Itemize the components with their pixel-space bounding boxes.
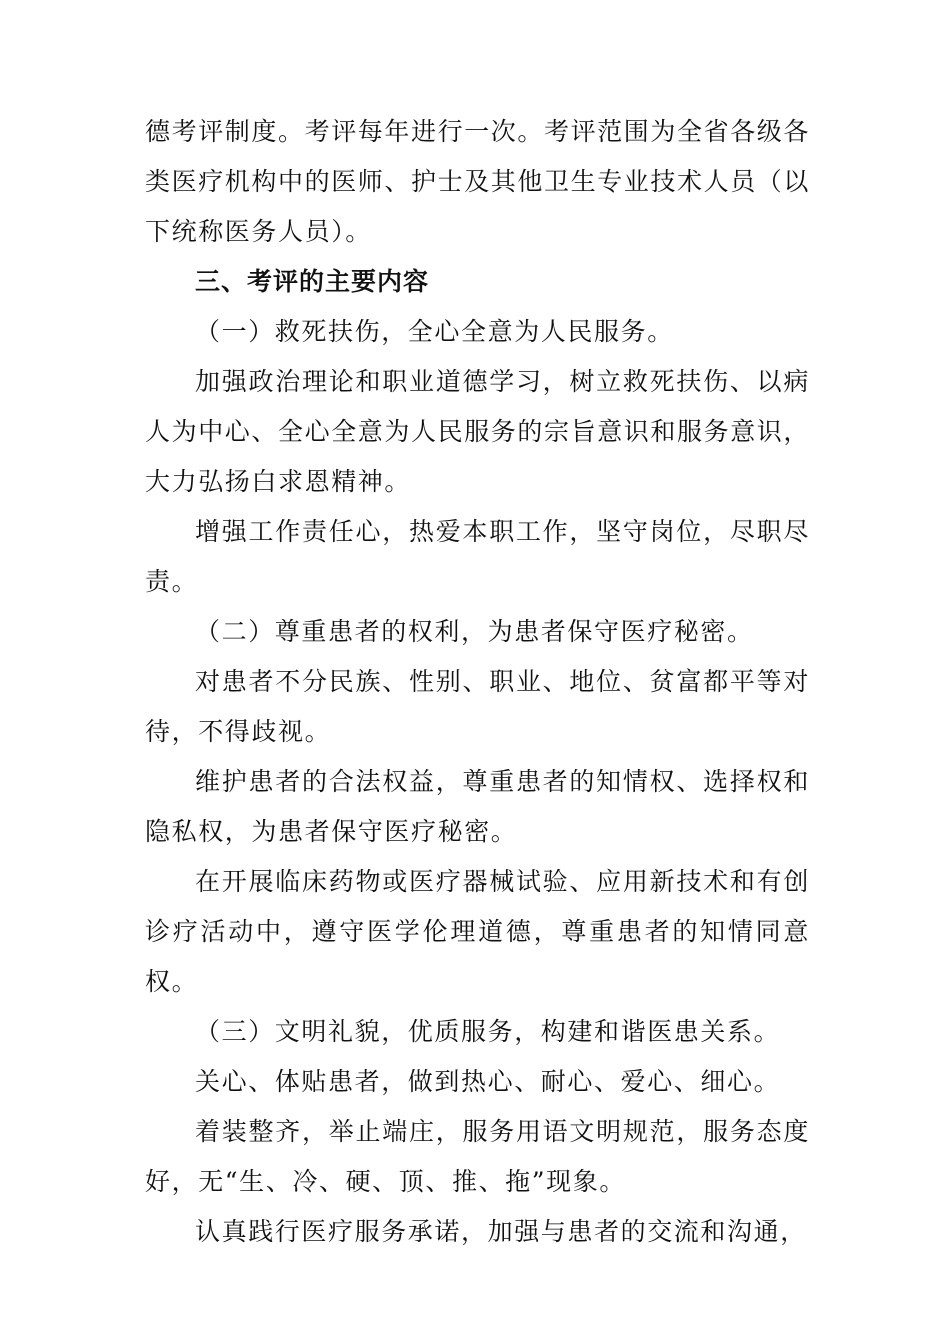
paragraph-responsibility: 增强工作责任心，热爱本职工作，坚守岗位，尽职尽责。 bbox=[145, 517, 810, 596]
section-heading-3: 三、考评的主要内容 bbox=[195, 267, 430, 296]
subsection-heading-2: （二）尊重患者的权利，为患者保守医疗秘密。 bbox=[195, 617, 754, 646]
paragraph-care: 关心、体贴患者，做到热心、耐心、爱心、细心。 bbox=[195, 1067, 781, 1096]
paragraph-political-study: 加强政治理论和职业道德学习，树立救死扶伤、以病人为中心、全心全意为人民服务的宗旨意识和服务意识，大力弘扬白求恩精神。 bbox=[145, 367, 811, 496]
paragraph-patient-rights: 维护患者的合法权益，尊重患者的知情权、选择权和隐私权，为患者保守医疗秘密。 bbox=[145, 767, 810, 846]
paragraph-continuation: 德考评制度。考评每年进行一次。考评范围为全省各级各类医疗机构中的医师、护士及其他卫生专业技术人员（以下统称医务人员）。 bbox=[145, 117, 811, 246]
subsection-heading-3: （三）文明礼貌，优质服务，构建和谐医患关系。 bbox=[195, 1017, 781, 1046]
paragraph-service-commitment: 认真践行医疗服务承诺，加强与患者的交流和沟通， bbox=[195, 1217, 807, 1246]
subsection-heading-1: （一）救死扶伤，全心全意为人民服务。 bbox=[195, 317, 674, 346]
paragraph-clinical-trials: 在开展临床药物或医疗器械试验、应用新技术和有创诊疗活动中，遵守医学伦理道德，尊重患者的知情同意权。 bbox=[145, 867, 810, 996]
paragraph-equal-treatment: 对患者不分民族、性别、职业、地位、贫富都平等对待，不得歧视。 bbox=[145, 667, 810, 746]
paragraph-conduct: 着装整齐，举止端庄，服务用语文明规范，服务态度好，无“生、冷、硬、顶、推、拖”现象。 bbox=[145, 1117, 810, 1196]
